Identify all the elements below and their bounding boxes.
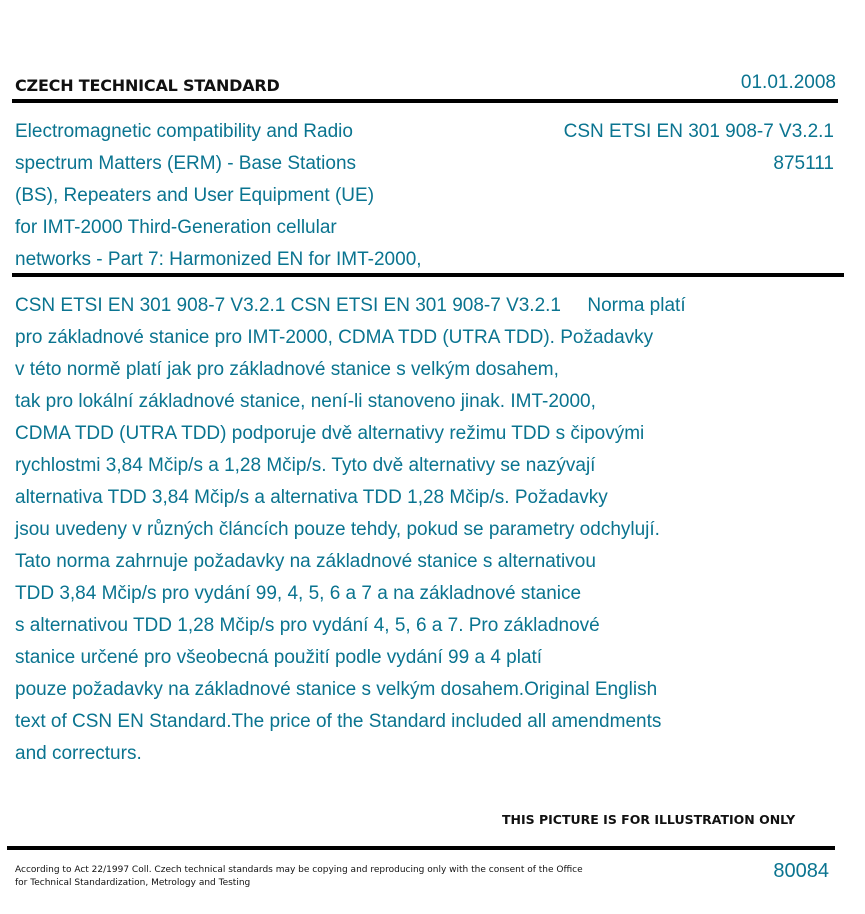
document-number: 80084: [773, 860, 829, 882]
legal-notice-line: for Technical Standardization, Metrology and Testing: [15, 878, 251, 888]
description-line: v této normě platí jak pro základnové stanice s velkým dosahem,: [15, 359, 559, 380]
standard-code: CSN ETSI EN 301 908-7 V3.2.1: [563, 121, 834, 142]
standard-title: [15, 116, 495, 276]
description-line: CDMA TDD (UTRA TDD) podporuje dvě alternativy režimu TDD s čipovými: [15, 423, 645, 444]
description-line: Tato norma zahrnuje požadavky na základnové stanice s alternativou: [15, 551, 596, 572]
header-divider: [12, 99, 838, 103]
footer-divider: [7, 846, 835, 850]
title-line: for IMT-2000 Third-Generation cellular: [15, 217, 337, 238]
description-line: rychlostmi 3,84 Mčip/s a 1,28 Mčip/s. Tyto dvě alternativy se nazývají: [15, 455, 596, 476]
description-line: alternativa TDD 3,84 Mčip/s a alternativa TDD 1,28 Mčip/s. Požadavky: [15, 487, 608, 508]
legal-notice: [15, 864, 583, 890]
description-line: and correcturs.: [15, 743, 142, 764]
title-line: Electromagnetic compatibility and Radio: [15, 121, 353, 142]
title-divider: [12, 273, 844, 277]
standard-description: [15, 290, 795, 770]
description-line: tak pro lokální základnové stanice, není-li stanoveno jinak. IMT-2000,: [15, 391, 596, 412]
catalog-number: 875111: [773, 153, 834, 174]
description-line: jsou uvedeny v různých článcích pouze tehdy, pokud se parametry odchylují.: [15, 519, 660, 540]
title-line: spectrum Matters (ERM) - Base Stations: [15, 153, 357, 174]
description-line: stanice určené pro všeobecná použití podle vydání 99 a 4 platí: [15, 647, 543, 668]
title-line: (BS), Repeaters and User Equipment (UE): [15, 185, 375, 206]
description-line: CSN ETSI EN 301 908-7 V3.2.1 CSN ETSI EN 301 908-7 V3.2.1 Norma platí: [15, 295, 686, 316]
description-line: s alternativou TDD 1,28 Mčip/s pro vydání 4, 5, 6 a 7. Pro základnové: [15, 615, 600, 636]
standard-codes: [564, 116, 834, 180]
description-line: TDD 3,84 Mčip/s pro vydání 99, 4, 5, 6 a 7 a na základnové stanice: [15, 583, 582, 604]
publication-date: 01.01.2008: [740, 72, 836, 93]
illustration-disclaimer: THIS PICTURE IS FOR ILLUSTRATION ONLY: [502, 812, 796, 827]
document-type-label: CZECH TECHNICAL STANDARD: [15, 76, 280, 95]
description-line: pouze požadavky na základnové stanice s velkým dosahem.Original English: [15, 679, 658, 700]
description-line: text of CSN EN Standard.The price of the Standard included all amendments: [15, 711, 662, 732]
legal-notice-line: According to Act 22/1997 Coll. Czech technical standards may be copying and reproducing only with the consent of the Office: [15, 865, 583, 875]
description-line: pro základnové stanice pro IMT-2000, CDMA TDD (UTRA TDD). Požadavky: [15, 327, 654, 348]
title-line: networks - Part 7: Harmonized EN for IMT-2000,: [15, 249, 422, 270]
